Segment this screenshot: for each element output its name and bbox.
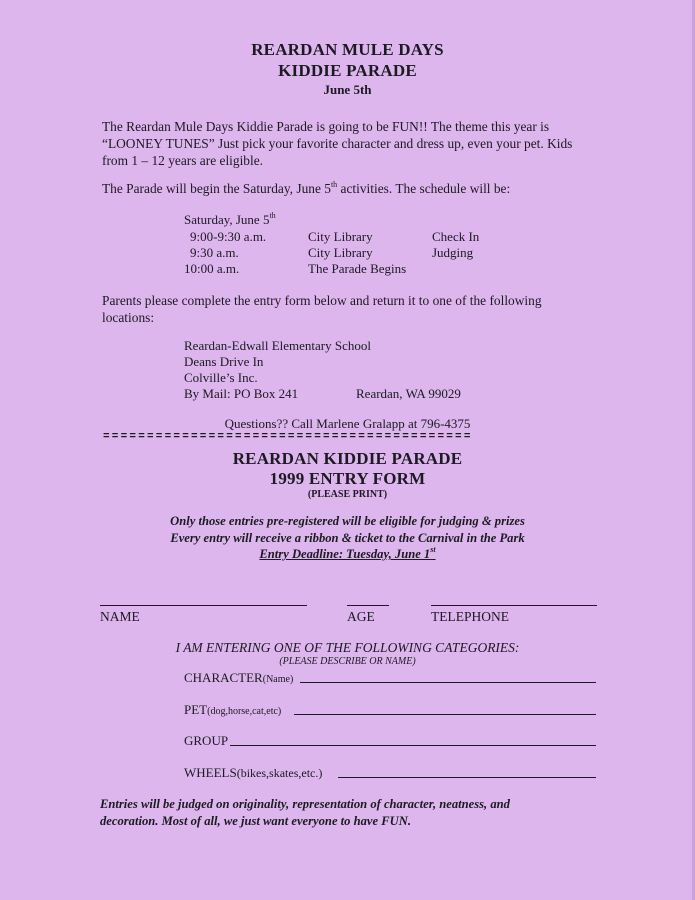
title-date: June 5th: [323, 82, 372, 97]
mail-city: Reardan, WA 99029: [356, 386, 461, 401]
schedule-intro-post: activities. The schedule will be:: [337, 181, 511, 196]
category-hint: (Name): [262, 674, 294, 685]
name-input-line[interactable]: [100, 605, 307, 606]
entry-deadline-text: Entry Deadline: Tuesday, June 1: [259, 547, 431, 561]
intro-line-2: “LOONEY TUNES” Just pick your favorite character and dress up, even your pet. Kids: [102, 136, 573, 151]
group-input-line[interactable]: [230, 745, 596, 746]
location-item: Colville’s Inc.: [184, 370, 258, 385]
intro-paragraph: [102, 118, 602, 169]
questions-line: Questions?? Call Marlene Gralapp at 796-4375: [224, 416, 471, 431]
name-label: NAME: [100, 609, 140, 624]
form-title-2: 1999 ENTRY FORM: [269, 469, 426, 488]
entry-deadline: [0, 544, 695, 562]
age-label: AGE: [347, 609, 375, 624]
schedule-heading: [184, 212, 276, 228]
form-note-2: Every entry will receive a ribbon & ticket to the Carnival in the Park: [170, 531, 525, 545]
schedule-intro-pre: The Parade will begin the Saturday, June 5: [102, 181, 331, 196]
category-hint: (bikes,skates,etc.): [236, 766, 323, 780]
parents-paragraph: [102, 292, 602, 326]
parents-line-2: locations:: [102, 310, 155, 325]
print-note: (PLEASE PRINT): [307, 489, 388, 500]
category-character: [184, 670, 293, 688]
category-label: WHEELS: [184, 765, 237, 780]
category-wheels: [184, 765, 322, 781]
location-item: Deans Drive In: [184, 354, 264, 369]
telephone-input-line[interactable]: [431, 605, 597, 606]
category-label: PET: [184, 702, 208, 717]
category-label: CHARACTER: [184, 670, 263, 685]
schedule-row-time: 10:00 a.m.: [184, 261, 240, 276]
telephone-label: TELEPHONE: [431, 609, 509, 624]
entry-deadline-sup: st: [430, 544, 436, 554]
schedule-intro: [102, 180, 602, 197]
schedule-row-place: The Parade Begins: [308, 261, 407, 276]
mail-address: By Mail: PO Box 241: [184, 386, 299, 401]
title-line-1: REARDAN MULE DAYS: [251, 40, 444, 59]
schedule-intro-sup: th: [330, 179, 338, 189]
category-group: [184, 733, 228, 749]
form-note-1: Only those entries pre-registered will be eligible for judging & prizes: [170, 514, 525, 528]
category-hint: (dog,horse,cat,etc): [207, 706, 282, 717]
character-input-line[interactable]: [300, 682, 596, 683]
pet-input-line[interactable]: [294, 714, 596, 715]
cut-divider: ==========================================: [103, 431, 473, 443]
category-label: GROUP: [184, 733, 229, 748]
schedule-row-event: Judging: [432, 245, 474, 260]
categories-subheading: (PLEASE DESCRIBE OR NAME): [279, 656, 416, 667]
schedule-row-time: 9:30 a.m.: [190, 245, 239, 260]
wheels-input-line[interactable]: [338, 777, 596, 778]
schedule-row-place: City Library: [308, 229, 373, 244]
schedule-row-time: 9:00-9:30 a.m.: [190, 229, 267, 244]
intro-line-3: from 1 – 12 years are eligible.: [102, 153, 264, 168]
closing-line-2: decoration. Most of all, we just want everyone to have FUN.: [100, 814, 411, 828]
intro-line-1: The Reardan Mule Days Kiddie Parade is going to be FUN!! The theme this year is: [102, 119, 550, 134]
parents-line-1: Parents please complete the entry form below and return it to one of the following: [102, 293, 542, 308]
title-line-2: KIDDIE PARADE: [278, 61, 417, 80]
schedule-heading-sup: th: [269, 210, 276, 220]
category-pet: [184, 702, 281, 720]
schedule-row-event: Check In: [432, 229, 480, 244]
age-input-line[interactable]: [347, 605, 389, 606]
categories-heading: I AM ENTERING ONE OF THE FOLLOWING CATEGORIES:: [175, 640, 520, 655]
schedule-row-place: City Library: [308, 245, 373, 260]
location-item: Reardan-Edwall Elementary School: [184, 338, 371, 353]
schedule-heading-text: Saturday, June 5: [184, 212, 270, 227]
closing-line-1: Entries will be judged on originality, representation of character, neatness, and: [100, 797, 510, 811]
form-title-1: REARDAN KIDDIE PARADE: [232, 449, 463, 468]
